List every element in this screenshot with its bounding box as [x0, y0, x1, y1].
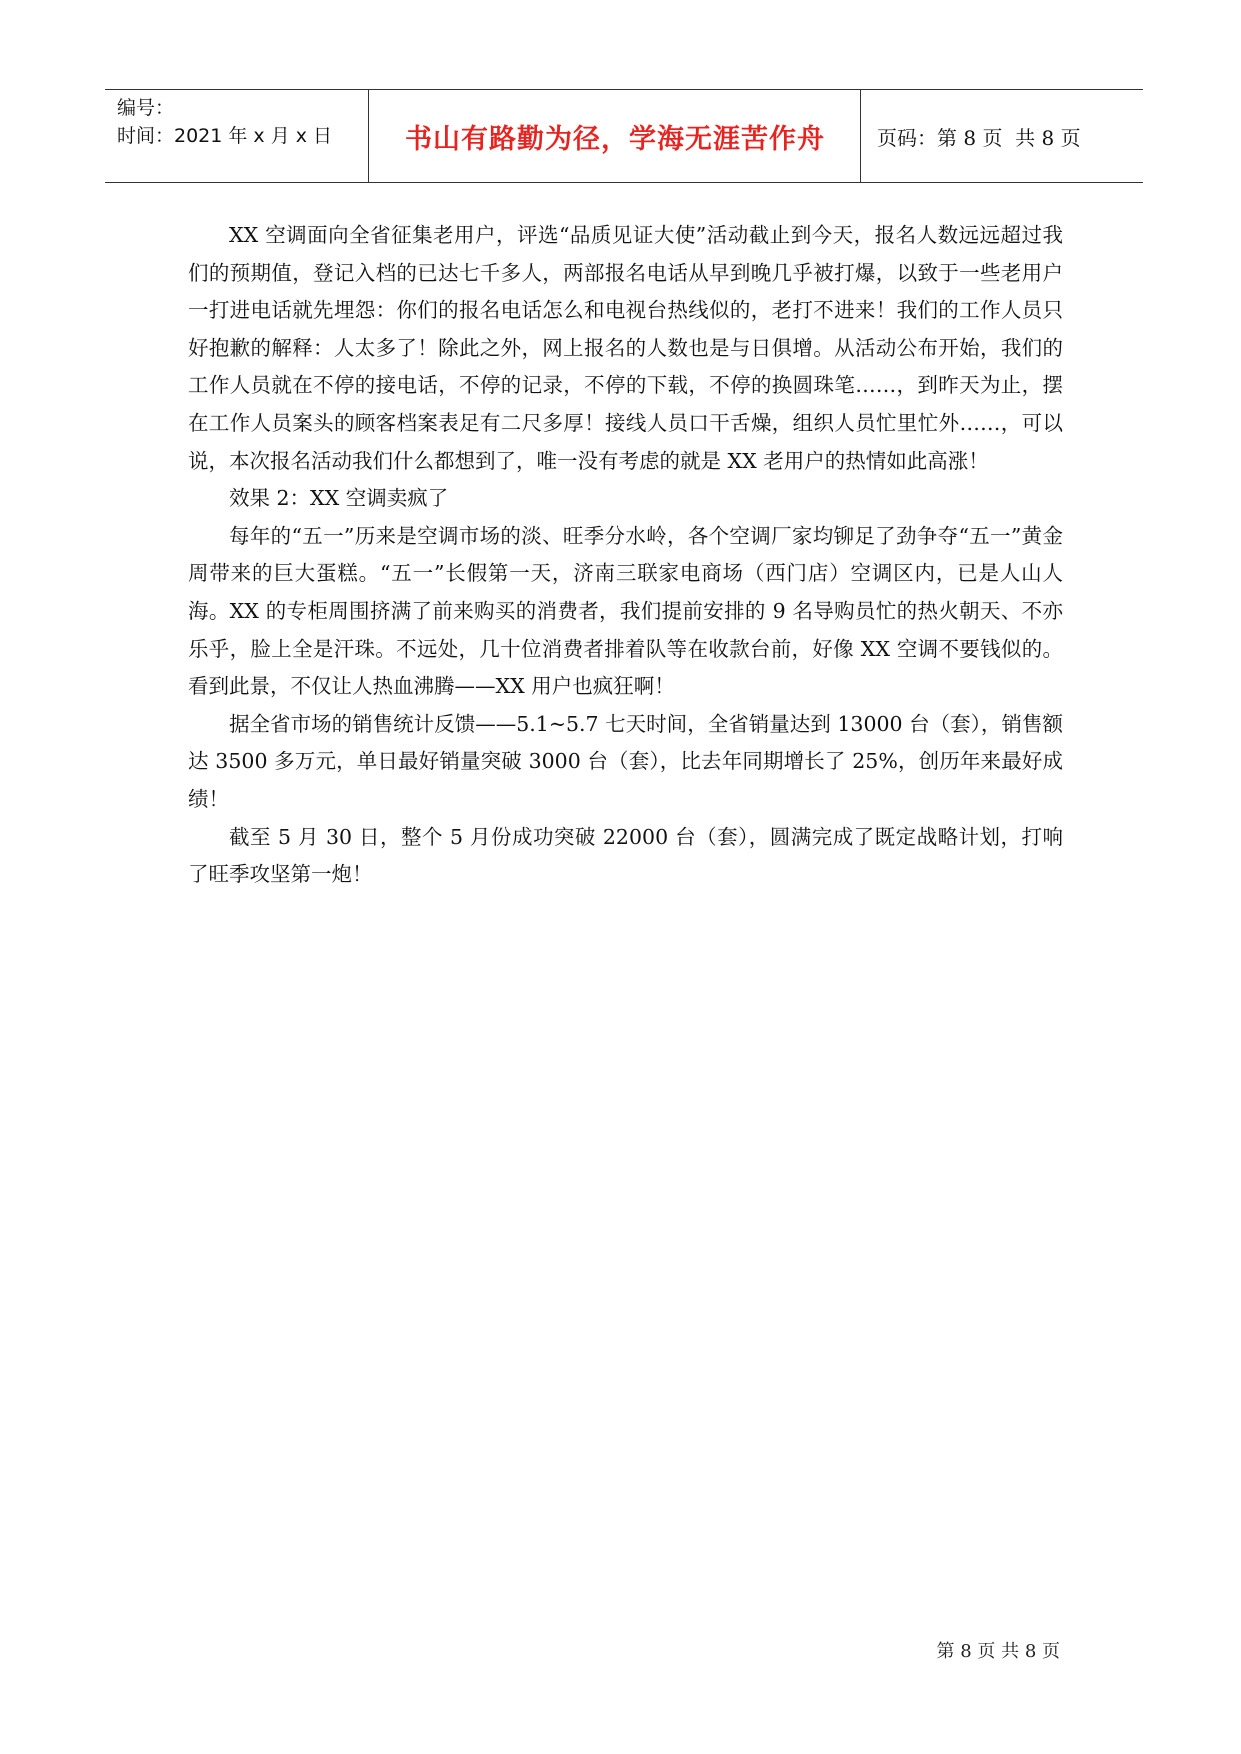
body-paragraph: 每年的“五一”历来是空调市场的淡、旺季分水岭，各个空调厂家均铆足了劲争夺“五一”黄金周带来的巨大蛋糕。“五一”长假第一天，济南三联家电商场（西门店）空调区内，已是人山人海。XX 的专柜周围挤满了前来购买的消费者，我们提前安排的 9 名导购员忙的热火朝天、不亦乐乎，脸上全是汗珠。不远处，几十位消费者排着队等在收款台前，好像 XX 空调不要钱似的。看到此景，不仅让人热血沸腾——XX 用户也疯狂啊！ — [188, 523, 1064, 699]
document-number-label: 编号： — [117, 97, 175, 119]
header-divider — [368, 90, 369, 182]
header-motto: 书山有路勤为径，学海无涯苦作舟 — [405, 123, 825, 155]
page-header — [105, 89, 1143, 183]
header-divider — [860, 90, 861, 182]
body-paragraph: 据全省市场的销售统计反馈——5.1~5.7 七天时间，全省销量达到 13000 台（套），销售额达 3500 多万元，单日最好销量突破 3000 台（套），比去年同期增长了 25%，创历年来最好成绩！ — [188, 711, 1063, 811]
document-body — [188, 217, 1063, 894]
body-paragraph: 截至 5 月 30 日，整个 5 月份成功突破 22000 台（套），圆满完成了既定战略计划，打响了旺季攻坚第一炮！ — [188, 824, 1063, 887]
header-page-number: 页码：第 8 页 共 8 页 — [877, 125, 1081, 150]
page-footer: 第 8 页 共 8 页 — [936, 1641, 1060, 1662]
body-paragraph: XX 空调面向全省征集老用户，评选“品质见证大使”活动截止到今天，报名人数远远超过我们的预期值，登记入档的已达七千多人，两部报名电话从早到晚几乎被打爆，以致于一些老用户一打进电话就先埋怨：你们的报名电话怎么和电视台热线似的，老打不进来！我们的工作人员只好抱歉的解释：人太多了！除此之外，网上报名的人数也是与日俱增。从活动公布开始，我们的工作人员就在不停的接电话，不停的记录，不停的下载，不停的换圆珠笔……，到昨天为止，摆在工作人员案头的顾客档案表足有二尺多厚！接线人员口干舌燥，组织人员忙里忙外……，可以说，本次报名活动我们什么都想到了，唯一没有考虑的就是 XX 老用户的热情如此高涨！ — [188, 223, 1063, 473]
section-heading: 效果 2：XX 空调卖疯了 — [229, 486, 449, 511]
document-time: 时间：2021 年 x 月 x 日 — [117, 125, 333, 147]
header-meta — [117, 94, 332, 150]
